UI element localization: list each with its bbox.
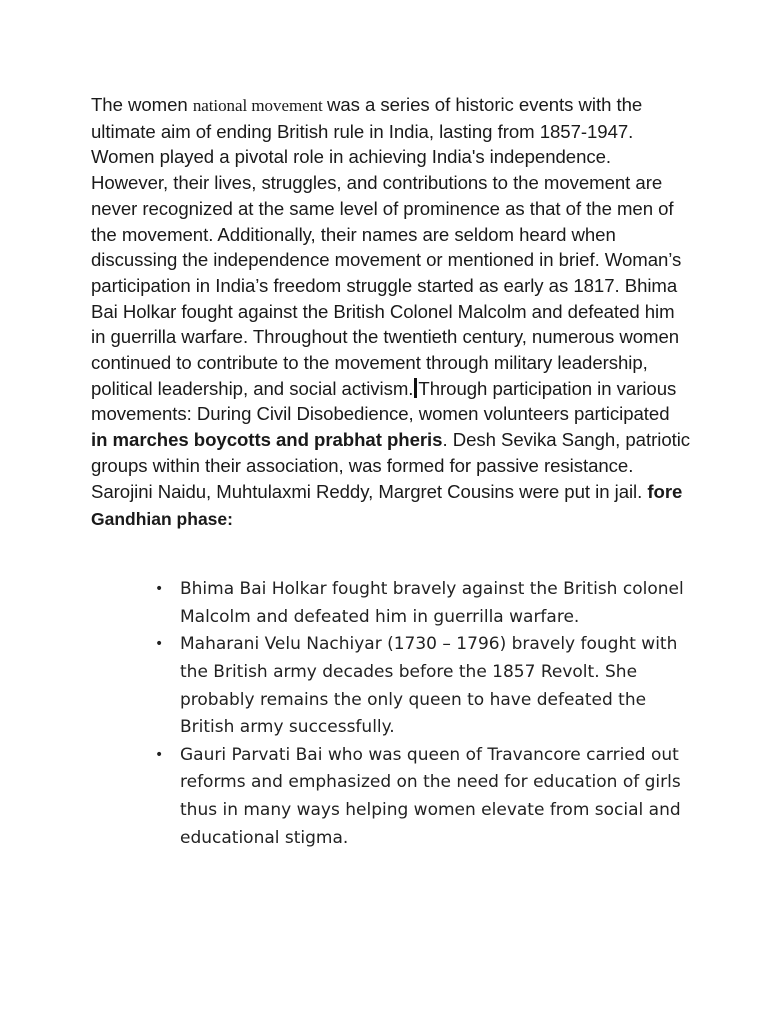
document-page <box>91 92 691 852</box>
bullet-icon: • <box>155 636 164 653</box>
text-run: British rule in India <box>276 120 429 142</box>
section-heading: Gandhian phase: <box>91 509 233 530</box>
list-item <box>91 631 690 741</box>
list-item <box>91 742 690 852</box>
bullet-icon: • <box>155 581 164 598</box>
text-run-bold: in marches boycotts and prabhat pheris <box>91 429 443 451</box>
text-run-serif: national movement <box>192 96 327 115</box>
text-cursor <box>414 378 417 398</box>
list-item-text: Bhima Bai Holkar fought bravely against the British colonel Malcolm and defeated him in guerrilla warfare. <box>180 579 684 627</box>
text-run: was a series of historic events with the ultimate aim of ending <box>91 94 643 142</box>
text-run: . Desh Sevika Sangh, patriotic groups within their association, was formed for passive resistance. Sarojini Naidu, Muhtulaxmi Reddy, Margret Cousins were put in jail. <box>91 429 691 502</box>
text-run-bold: fore <box>647 480 683 502</box>
text-run: The women <box>91 94 193 115</box>
intro-paragraph <box>91 92 691 504</box>
bullet-icon: • <box>155 746 164 763</box>
bullet-list <box>91 576 691 852</box>
text-run: Through participation in various movements: During Civil Disobedience, women volunteers participated <box>91 377 677 425</box>
list-item <box>91 576 690 631</box>
list-item-text: Gauri Parvati Bai who was queen of Travancore carried out reforms and emphasized on the need for education of girls thus in many ways helping women elevate from social and educational stigma. <box>180 744 681 848</box>
text-run: , lasting from 1857-1947. Women played a pivotal role in achieving India's independence. However, their lives, struggles, and contributions to the movement are never recognized at the same level of prominence as that of the men of the movement. Additionally, their names are seldom heard when discussing the independence movement or mentioned in brief. Woman’s participation in India’s freedom struggle started as early as 1817. Bhima Bai Holkar fought against the British Colonel Malcolm and defeated him in guerrilla warfare. Throughout the twentieth century, numerous women continued to contribute to the movement through military leadership, political leadership, and social activism. <box>91 120 682 399</box>
list-item-text: Maharani Velu Nachiyar (1730 – 1796) bravely fought with the British army decades before the 1857 Revolt. She probably remains the only queen to have defeated the British army successfully. <box>180 634 678 738</box>
